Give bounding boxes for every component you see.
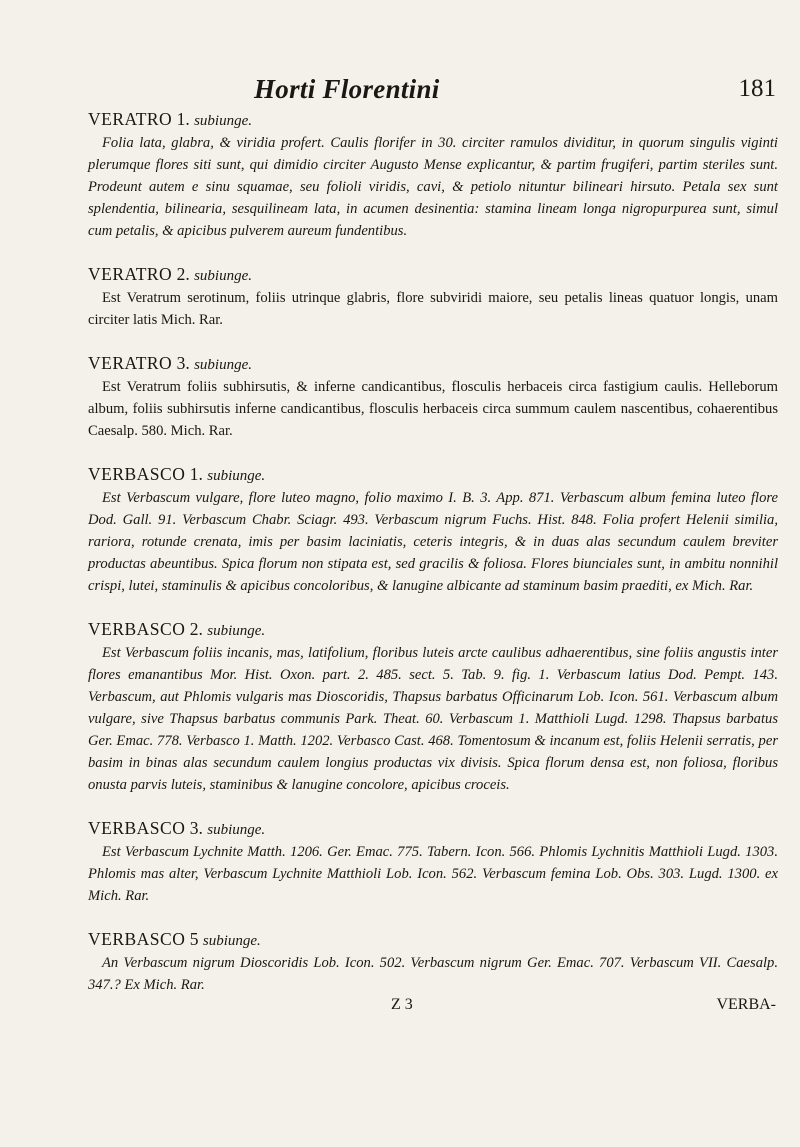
entry-text: Est Veratrum foliis subhirsutis, & inferne candicantibus, flosculis herbaceis circa fastigium caulis. Helleborum album, foliis subhirsutis inferne candicantibus, flosculis herbaceis circa summum caulem nascentibus, cohaerentibus Caesalp. 580. Mich. Rar. <box>88 379 778 439</box>
page-content <box>88 108 778 1018</box>
entry-name: VERBASCO <box>88 619 186 639</box>
entry-name: VERATRO <box>88 264 173 284</box>
entry-text: Est Verbascum Lychnite Matth. 1206. Ger. Emac. 775. Tabern. Icon. 566. Phlomis Lychnitis Matthioli Lugd. 1303. Phlomis mas alter, Verbascum Lychnite Matthioli Lob. Icon. 562. Verbascum femina Lob. Obs. 303. Lugd. 1300. ex Mich. Rar. <box>88 844 778 904</box>
entry-instruction: subiunge. <box>207 468 266 484</box>
entry-name: VERBASCO <box>88 929 186 949</box>
entry-number: 5 <box>189 929 199 949</box>
running-head <box>0 74 800 106</box>
entry-number: 3. <box>189 818 203 838</box>
entry-heading <box>88 928 778 952</box>
entry-instruction: subiunge. <box>194 113 252 129</box>
entry-verbasco-1 <box>88 463 778 597</box>
entry-heading <box>88 263 778 287</box>
entry-name: VERBASCO <box>88 818 186 838</box>
catchword: VERBA- <box>716 996 776 1013</box>
entry-name: VERBASCO <box>88 464 186 484</box>
entry-heading <box>88 618 778 642</box>
entry-heading <box>88 108 778 132</box>
entry-veratro-2 <box>88 263 778 331</box>
entry-name: VERATRO <box>88 353 173 373</box>
entry-number: 2. <box>189 619 203 639</box>
page-number: 181 <box>738 75 776 102</box>
entry-text: Est Verbascum vulgare, flore luteo magno, folio maximo I. B. 3. App. 871. Verbascum album femina luteo flore Dod. Gall. 91. Verbascum Chabr. Sciagr. 493. Verbascum nigrum Fuchs. Hist. 848. Folia profert Helenii similia, rariora, rotunde crenata, imis per basim laciniatis, ceteris integris, & in duas alas secundum caulem breviter productas abeuntibus. Spica florum non stipata est, sed gracilis & foliosa. Flores biunciales sunt, in ambitu nonnihil crispi, lutei, staminulis & apicibus concoloribus, & lanugine albicante ad staminum basim praediti, ex Mich. Rar. <box>88 490 778 594</box>
entry-instruction: subiunge. <box>194 268 252 284</box>
entry-veratro-1 <box>88 108 778 242</box>
running-title: Horti Florentini <box>254 74 440 104</box>
entry-verbasco-3 <box>88 817 778 907</box>
entry-verbasco-5 <box>88 928 778 996</box>
entry-number: 1. <box>189 464 203 484</box>
entry-veratro-3 <box>88 352 778 442</box>
entry-instruction: subiunge. <box>202 933 261 949</box>
entry-text: Est Verbascum foliis incanis, mas, latifolium, floribus luteis arcte caulibus adhaerentibus, sine foliis angustis inter flores emanantibus Mor. Hist. Oxon. part. 2. 485. sect. 5. Tab. 9. fig. 1. Verbascum latius Dod. Pempt. 143. Verbascum, aut Phlomis vulgaris mas Dioscoridis, Thapsus barbatus Officinarum Lob. Icon. 561. Verbascum album vulgare, sive Thapsus barbatus communis Park. Theat. 60. Verbascum 1. Matthioli Lugd. 1298. Thapsus barbatus Ger. Emac. 778. Verbasco 1. Matth. 1202. Verbasco Cast. 468. Tomentosum & incanum est, foliis Helenii serratis, per basim in binas alas secundum caulem longius productas vix divisis. Spica florum densa est, non foliosa, floribus onusta parvis luteis, staminibus & lanugine concolore, apicibus croceis. <box>88 645 778 793</box>
entry-text: Folia lata, glabra, & viridia profert. Caulis florifer in 30. circiter ramulos dividitur, in quorum singulis viginti plerumque flores siti sunt, qui dimidio circiter Augusto Mense explicantur, & partim frugiferi, partim steriles sunt. Prodeunt autem e sinu squamae, seu folioli viridis, cavi, & petiolo nituntur bilineari hirsuto. Petala sex sunt splendentia, bilinearia, sesquilineam lata, in acumen desinentia: stamina lineam longa nigropurpurea sunt, simul cum petalis, & apicibus pulverem aureum fundentibus. <box>88 135 778 239</box>
entry-heading <box>88 463 778 487</box>
entry-number: 2. <box>176 264 190 284</box>
page-footer <box>88 996 778 1018</box>
entry-instruction: subiunge. <box>207 822 266 838</box>
entry-number: 1. <box>176 109 190 129</box>
entry-number: 3. <box>176 353 190 373</box>
entry-text: Est Veratrum serotinum, foliis utrinque glabris, flore subviridi maiore, seu petalis lineas quatuor longis, unam circiter latis Mich. Rar. <box>88 290 778 328</box>
entry-name: VERATRO <box>88 109 173 129</box>
entry-verbasco-2 <box>88 618 778 796</box>
entry-heading <box>88 352 778 376</box>
entry-instruction: subiunge. <box>207 623 266 639</box>
entry-text: An Verbascum nigrum Dioscoridis Lob. Icon. 502. Verbascum nigrum Ger. Emac. 707. Verbascum VII. Caesalp. 347.? Ex Mich. Rar. <box>88 955 778 993</box>
entry-instruction: subiunge. <box>194 357 252 373</box>
signature-mark: Z 3 <box>391 996 413 1013</box>
entry-heading <box>88 817 778 841</box>
